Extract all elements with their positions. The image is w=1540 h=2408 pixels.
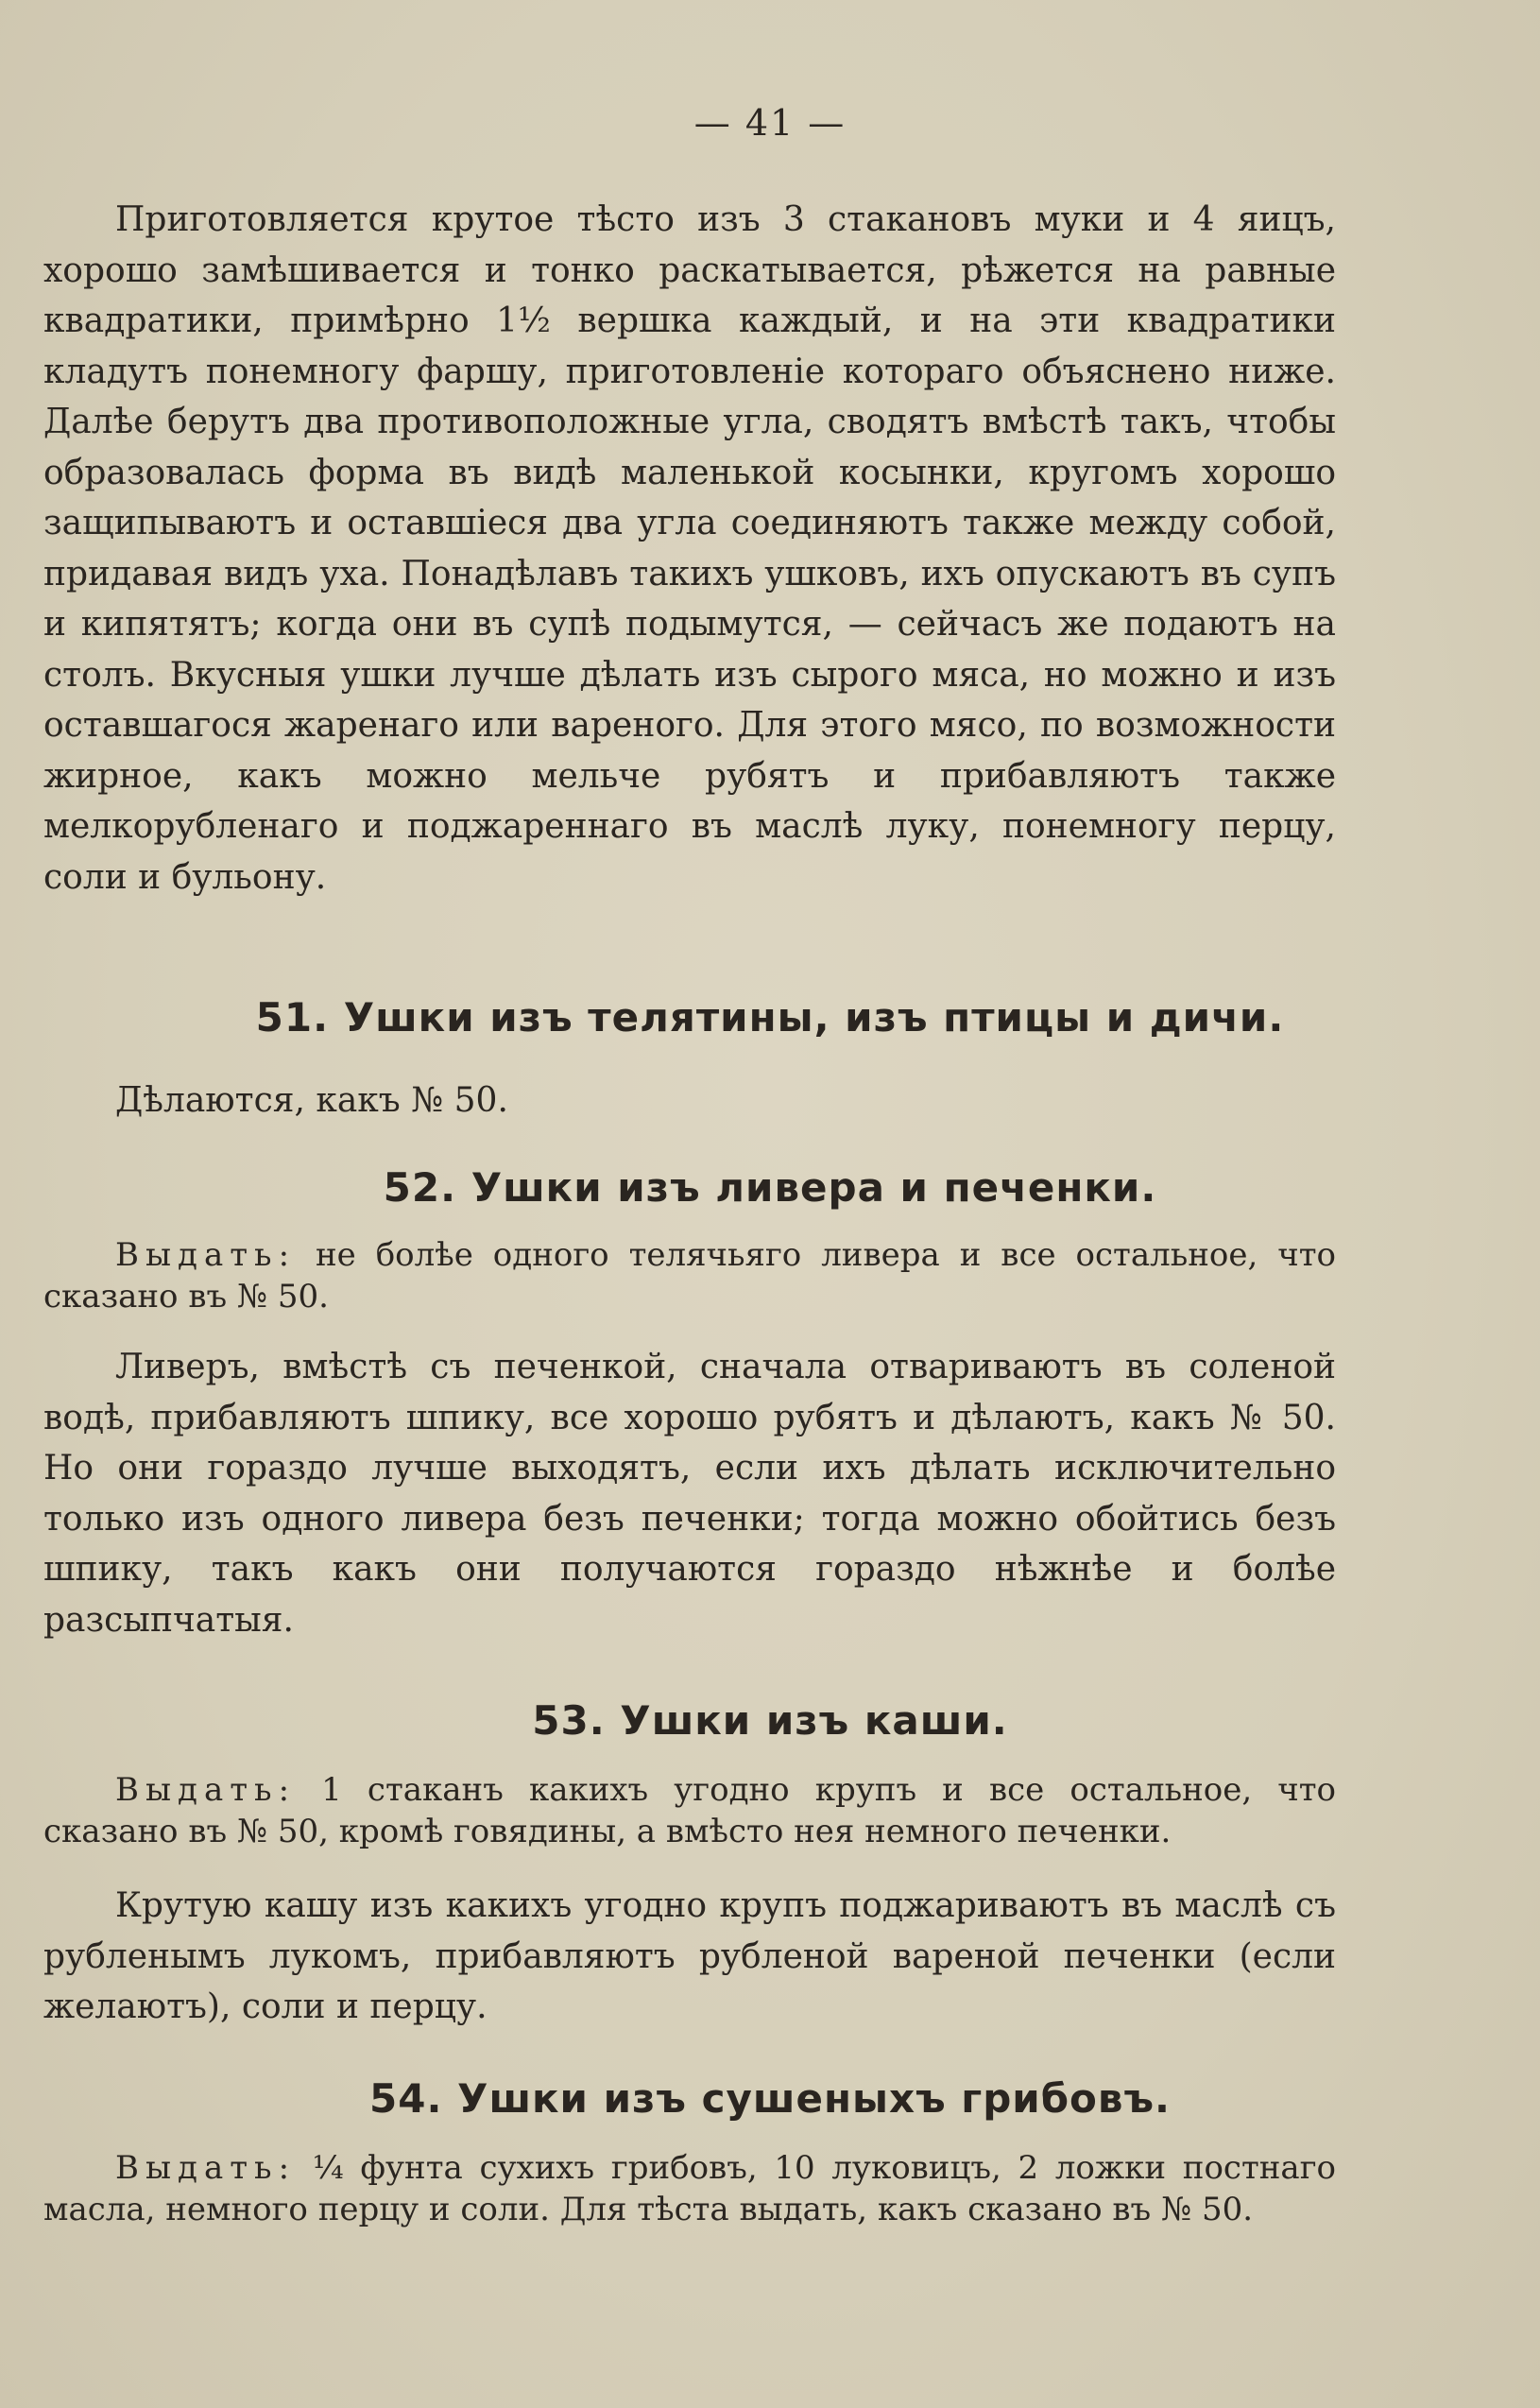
recipe-54-issue-text: ¼ фунта сухихъ грибовъ, 10 луковицъ, 2 ложки постнаго масла, немного перцу и соли. Для тѣста выдать, какъ сказано въ № 50. xyxy=(43,2149,1336,2228)
recipe-51-body: Дѣлаются, какъ № 50. xyxy=(115,1081,508,1120)
recipe-53-body: Крутую кашу изъ какихъ угодно крупъ поджариваютъ въ маслѣ съ рубленымъ лукомъ, прибавляютъ рубленой вареной печенки (если желаютъ), соли и перцу. xyxy=(43,1886,1336,2026)
recipe-54-issue-paragraph xyxy=(43,2147,1336,2230)
recipe-51-section xyxy=(43,1075,1336,1127)
recipe-54-issue xyxy=(43,2147,1336,2230)
recipe-53-issue-label: Выдать: xyxy=(115,1771,297,1809)
page-number: — 41 — xyxy=(693,102,847,144)
intro-section xyxy=(43,195,1336,903)
recipe-53-issue xyxy=(43,1769,1336,1852)
recipe-52-title: 52. Ушки изъ ливера и печенки. xyxy=(383,1164,1157,1211)
recipe-54-title: 54. Ушки изъ сушеныхъ грибовъ. xyxy=(369,2075,1171,2122)
recipe-52-issue xyxy=(43,1234,1336,1317)
intro-paragraph: Приготовляется крутое тѣсто изъ 3 стакановъ муки и 4 яицъ, хорошо замѣшивается и тонко раскатывается, рѣжется на равные квадратики, примѣрно 1½ вершка каждый, и на эти квадратики кладутъ понемногу фаршу, приготовленіе котораго объяснено ниже. Далѣе берутъ два противоположные угла, сводятъ вмѣстѣ такъ, чтобы образовалась форма въ видѣ маленькой косынки, кругомъ хорошо защипываютъ и оставшіеся два угла соединяютъ также между собой, придавая видъ уха. Понадѣлавъ такихъ ушковъ, ихъ опускаютъ въ супъ и кипятятъ; когда они въ супѣ подымутся, — сейчасъ же подаютъ на столъ. Вкусныя ушки лучше дѣлать изъ сырого мяса, но можно и изъ оставшагося жаренаго или вареного. Для этого мясо, по возможности жирное, какъ можно мельче рубятъ и прибавляютъ также мелкорубленаго и поджареннаго въ маслѣ луку, понемногу перцу, соли и бульону. xyxy=(43,200,1336,897)
recipe-51-title: 51. Ушки изъ телятины, изъ птицы и дичи. xyxy=(255,994,1285,1041)
recipe-52-issue-text: не болѣе одного телячьяго ливера и все остальное, что сказано въ № 50. xyxy=(43,1236,1337,1316)
recipe-53-issue-text: 1 стаканъ какихъ угодно крупъ и все остальное, что сказано въ № 50, кромѣ говядины, а вмѣсто нея немного печенки. xyxy=(43,1771,1337,1850)
recipe-53-title: 53. Ушки изъ каши. xyxy=(532,1697,1008,1744)
recipe-52-issue-paragraph xyxy=(43,1234,1336,1317)
recipe-54-issue-label: Выдать: xyxy=(115,2149,297,2187)
recipe-52-section xyxy=(43,1342,1336,1645)
recipe-52-issue-label: Выдать: xyxy=(115,1236,297,1274)
recipe-52-body: Ливеръ, вмѣстѣ съ печенкой, сначала отвариваютъ въ соленой водѣ, прибавляютъ шпику, все хорошо рубятъ и дѣлаютъ, какъ № 50. Но они гораздо лучше выходятъ, если ихъ дѣлать исключительно только изъ одного ливера безъ печенки; тогда можно обойтись безъ шпику, такъ какъ они получаются гораздо нѣжнѣе и болѣе разсыпчатыя. xyxy=(43,1348,1336,1640)
recipe-53-issue-paragraph xyxy=(43,1769,1336,1852)
recipe-53-section xyxy=(43,1881,1336,2033)
